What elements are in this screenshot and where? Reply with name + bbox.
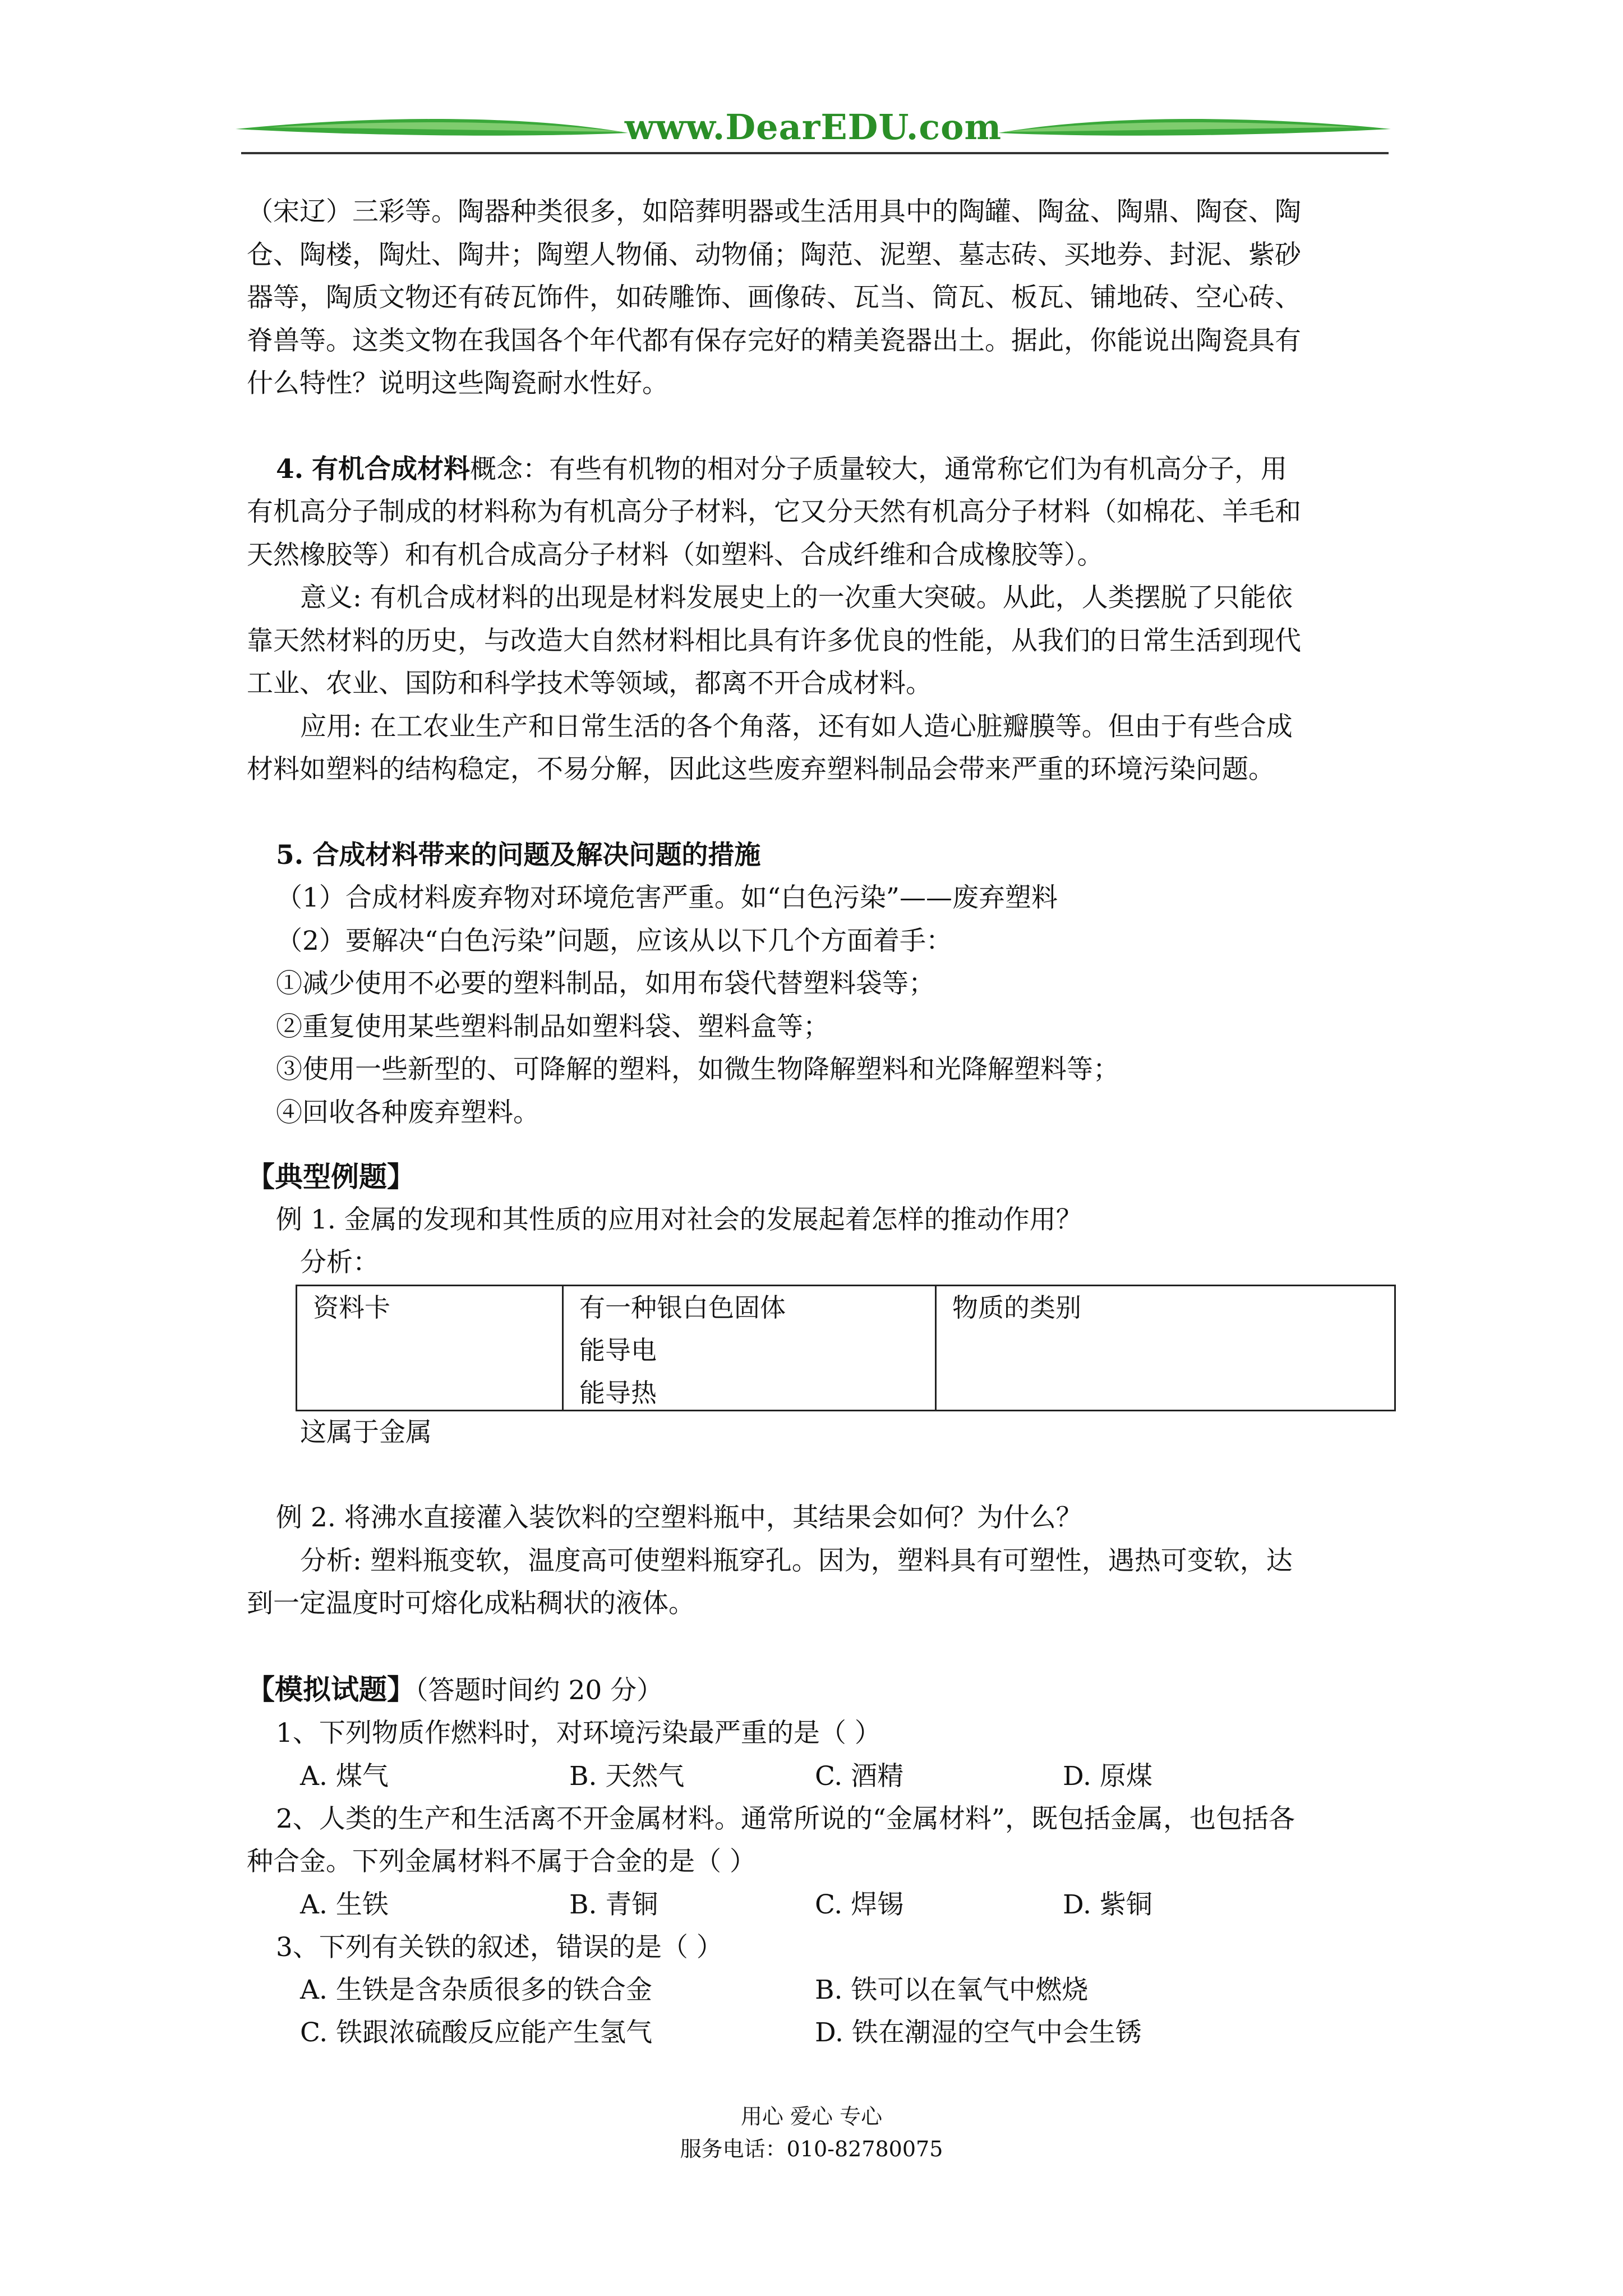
section4-application-line: 材料如塑料的结构稳定，不易分解，因此这些废弃塑料制品会带来严重的环境污染问题。 bbox=[247, 754, 1275, 785]
footer-slogan: 用心 爱心 专心 bbox=[740, 2104, 883, 2129]
option-c: C. 铁跟浓硫酸反应能产生氢气 bbox=[300, 2017, 653, 2048]
option-a: A. 煤气 bbox=[300, 1760, 389, 1792]
section4-meaning-line: 工业、农业、国防和科学技术等领域，都离不开合成材料。 bbox=[247, 668, 932, 699]
table-property: 有一种银白色固体 bbox=[579, 1292, 786, 1323]
question2-stem-line: 2、人类的生产和生活离不开金属材料。通常所说的“金属材料”，既包括金属，也包括各 bbox=[276, 1803, 1295, 1834]
option-b: B. 天然气 bbox=[569, 1760, 685, 1792]
header-rule bbox=[241, 152, 1389, 154]
section4-meaning-line: 意义: 有机合成材料的出现是材料发展史上的一次重大突破。从此，人类摆脱了只能依 bbox=[300, 582, 1293, 613]
section4-number: 4. bbox=[276, 453, 304, 485]
intro-line: （宋辽）三彩等。陶器种类很多，如陪葬明器或生活用具中的陶罐、陶盆、陶鼎、陶奁、陶 bbox=[247, 196, 1301, 227]
quiz-time-note: （答题时间约 20 分） bbox=[415, 1674, 663, 1706]
table-property: 能导电 bbox=[579, 1335, 657, 1365]
site-url: www.DearEDU.com bbox=[624, 107, 1002, 148]
table-cell-text: 资料卡 bbox=[313, 1292, 390, 1323]
section4-application-line: 应用: 在工农业生产和日常生活的各个角落，还有如人造心脏瓣膜等。但由于有些合成 bbox=[300, 711, 1293, 742]
question1-options bbox=[247, 1755, 1385, 1798]
section5-title: 5. 合成材料带来的问题及解决问题的措施 bbox=[276, 839, 761, 871]
section5-item: ③使用一些新型的、可降解的塑料，如微生物降解塑料和光降解塑料等； bbox=[276, 1054, 1119, 1085]
option-d: D. 紫铜 bbox=[1063, 1889, 1152, 1920]
table-property: 能导热 bbox=[579, 1377, 657, 1408]
section4-meaning-line: 靠天然材料的历史，与改造大自然材料相比具有许多优良的性能，从我们的日常生活到现代 bbox=[247, 625, 1301, 656]
data-card-table bbox=[296, 1285, 1396, 1411]
table-cell-card bbox=[297, 1286, 564, 1410]
section5-item: ②重复使用某些塑料制品如塑料袋、塑料盒等； bbox=[276, 1011, 829, 1042]
option-b: B. 青铜 bbox=[569, 1889, 658, 1920]
quiz-heading-line bbox=[247, 1668, 1385, 1713]
question3-options-row1 bbox=[247, 1969, 1385, 2012]
examples-heading: 【典型例题】 bbox=[247, 1160, 415, 1193]
section4-concept: 概念：有些有机物的相对分子质量较大，通常称它们为有机高分子，用 bbox=[470, 453, 1288, 485]
option-c: C. 酒精 bbox=[815, 1760, 904, 1792]
section5-item: ①减少使用不必要的塑料制品，如用布袋代替塑料袋等； bbox=[276, 968, 935, 999]
option-d: D. 原煤 bbox=[1063, 1760, 1152, 1792]
main-content bbox=[247, 191, 1385, 2054]
section5-item: （2）要解决“白色污染”问题，应该从以下几个方面着手： bbox=[276, 925, 952, 956]
option-a: A. 生铁是含杂质很多的铁合金 bbox=[300, 1975, 652, 2005]
example2-analysis-line: 分析: 塑料瓶变软，温度高可使塑料瓶穿孔。因为，塑料具有可塑性，遇热可变软，达 bbox=[300, 1545, 1293, 1576]
option-d: D. 铁在潮湿的空气中会生锈 bbox=[815, 2017, 1142, 2048]
intro-line: 脊兽等。这类文物在我国各个年代都有保存完好的精美瓷器出土。据此，你能说出陶瓷具有 bbox=[247, 325, 1301, 356]
intro-line: 什么特性？说明这些陶瓷耐水性好。 bbox=[247, 368, 668, 399]
example1-conclusion: 这属于金属 bbox=[300, 1416, 432, 1448]
quiz-heading: 【模拟试题】 bbox=[247, 1672, 415, 1706]
table-cell-text: 物质的类别 bbox=[952, 1292, 1081, 1323]
option-c: C. 焊锡 bbox=[815, 1889, 904, 1920]
table-cell-category bbox=[937, 1286, 1398, 1410]
option-a: A. 生铁 bbox=[300, 1889, 389, 1920]
intro-line: 器等，陶质文物还有砖瓦饰件，如砖雕饰、画像砖、瓦当、筒瓦、板瓦、铺地砖、空心砖、 bbox=[247, 282, 1301, 313]
footer-phone: 服务电话：010-82780075 bbox=[680, 2137, 943, 2161]
example1-analysis-label: 分析： bbox=[300, 1247, 379, 1278]
section5-item: （1）合成材料废弃物对环境危害严重。如“白色污染”——废弃塑料 bbox=[276, 882, 1058, 913]
site-banner bbox=[236, 104, 1391, 165]
section4-concept-line: 天然橡胶等）和有机合成高分子材料（如塑料、合成纤维和合成橡胶等）。 bbox=[247, 539, 1104, 570]
section4-concept-line: 有机高分子制成的材料称为有机高分子材料，它又分天然有机高分子材料（如棉花、羊毛和 bbox=[247, 496, 1301, 527]
section4-first-line bbox=[247, 448, 1385, 491]
option-b: B. 铁可以在氧气中燃烧 bbox=[815, 1975, 1089, 2005]
question3-stem: 3、下列有关铁的叙述，错误的是（ ） bbox=[276, 1931, 723, 1963]
question3-options-row2 bbox=[247, 2012, 1385, 2054]
example1-question: 例 1. 金属的发现和其性质的应用对社会的发展起着怎样的推动作用？ bbox=[276, 1204, 1082, 1235]
question2-options bbox=[247, 1884, 1385, 1926]
example2-question: 例 2. 将沸水直接灌入装饮料的空塑料瓶中，其结果会如何？为什么？ bbox=[276, 1502, 1082, 1533]
section5-item: ④回收各种废弃塑料。 bbox=[276, 1097, 540, 1128]
table-cell-properties bbox=[564, 1286, 937, 1410]
example2-analysis-line: 到一定温度时可熔化成粘稠状的液体。 bbox=[247, 1588, 695, 1619]
section4-term: 有机合成材料 bbox=[312, 453, 471, 485]
question2-stem-line: 种合金。下列金属材料不属于合金的是（ ） bbox=[247, 1846, 756, 1877]
question1-stem: 1、下列物质作燃料时，对环境污染最严重的是（ ） bbox=[276, 1718, 881, 1749]
intro-line: 仓、陶楼，陶灶、陶井；陶塑人物俑、动物俑；陶范、泥塑、墓志砖、买地券、封泥、紫砂 bbox=[247, 239, 1301, 270]
